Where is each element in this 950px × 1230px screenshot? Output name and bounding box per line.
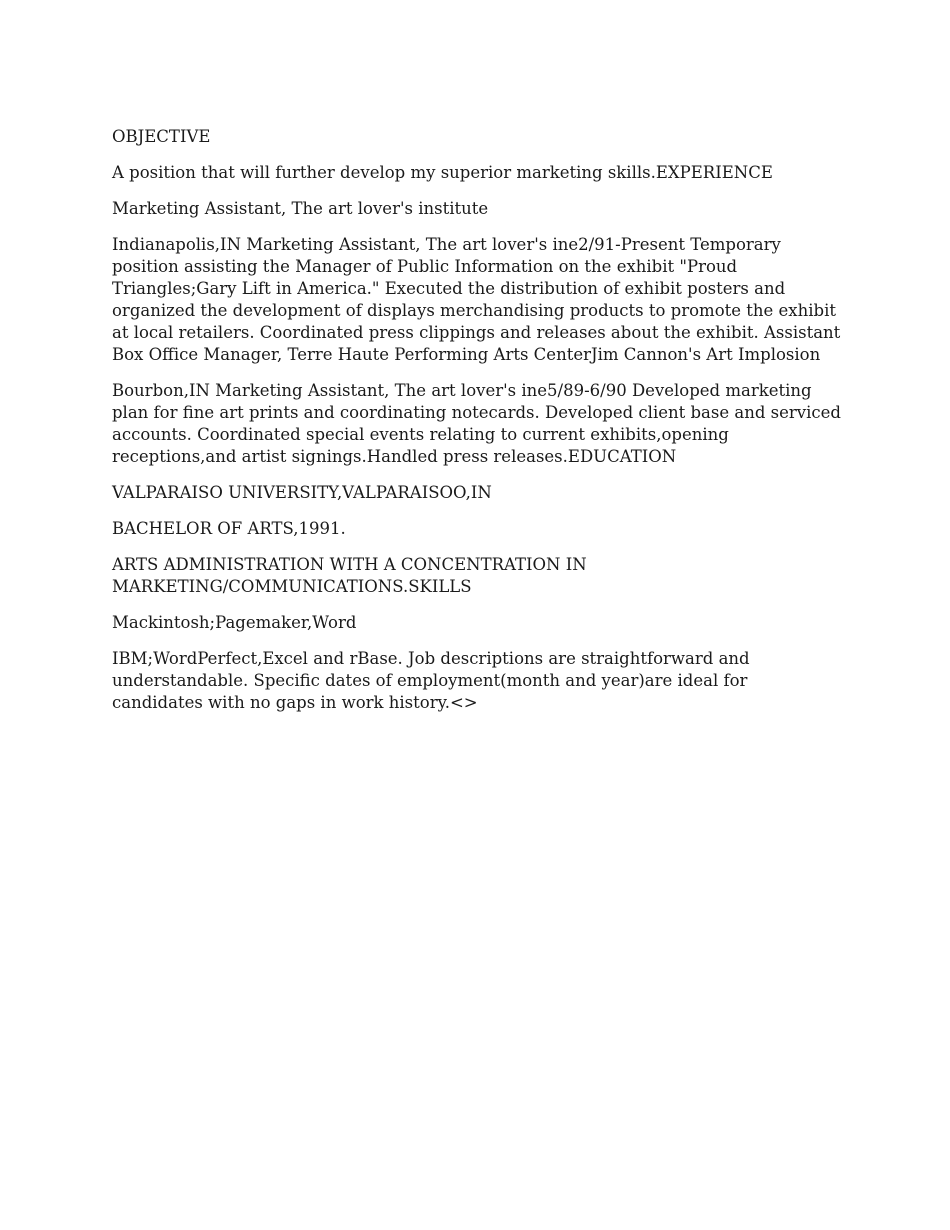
experience-entry-bourbon: Bourbon,IN Marketing Assistant, The art lover's ine5/89-6/90 Developed marketing plan for fine art prints and coordinating notecards. Developed client base and serviced accounts. Coordinated special events relating to current exhibits,opening receptions,and artist signings.Handled press releases.EDUCATION [112, 381, 841, 466]
education-major: ARTS ADMINISTRATION WITH A CONCENTRATION IN MARKETING/COMMUNICATIONS.SKILLS [112, 555, 587, 596]
experience-entry-indianapolis: Indianapolis,IN Marketing Assistant, The art lover's ine2/91-Present Temporary position assisting the Manager of Public Information on the exhibit "Proud Triangles;Gary Lift in America." Executed the distribution of exhibit posters and organized the development of displays merchandising products to promote the exhibit at local retailers. Coordinated press clippings and releases about the exhibit. Assistant Box Office Manager, Terre Haute Performing Arts CenterJim Cannon's Art Implosion [112, 235, 841, 364]
objective-text: A position that will further develop my superior marketing skills.EXPERIENCE [112, 163, 773, 182]
objective-heading: OBJECTIVE [112, 127, 211, 146]
experience-title: Marketing Assistant, The art lover's institute [112, 199, 489, 218]
education-school: VALPARAISO UNIVERSITY,VALPARAISOO,IN [112, 483, 492, 502]
document-page [112, 126, 842, 728]
skills-software: Mackintosh;Pagemaker,Word [112, 613, 357, 632]
skills-additional: IBM;WordPerfect,Excel and rBase. Job descriptions are straightforward and understandable. Specific dates of employment(month and year)are ideal for candidates with no gaps in work history.<> [112, 649, 750, 712]
education-degree: BACHELOR OF ARTS,1991. [112, 519, 346, 538]
